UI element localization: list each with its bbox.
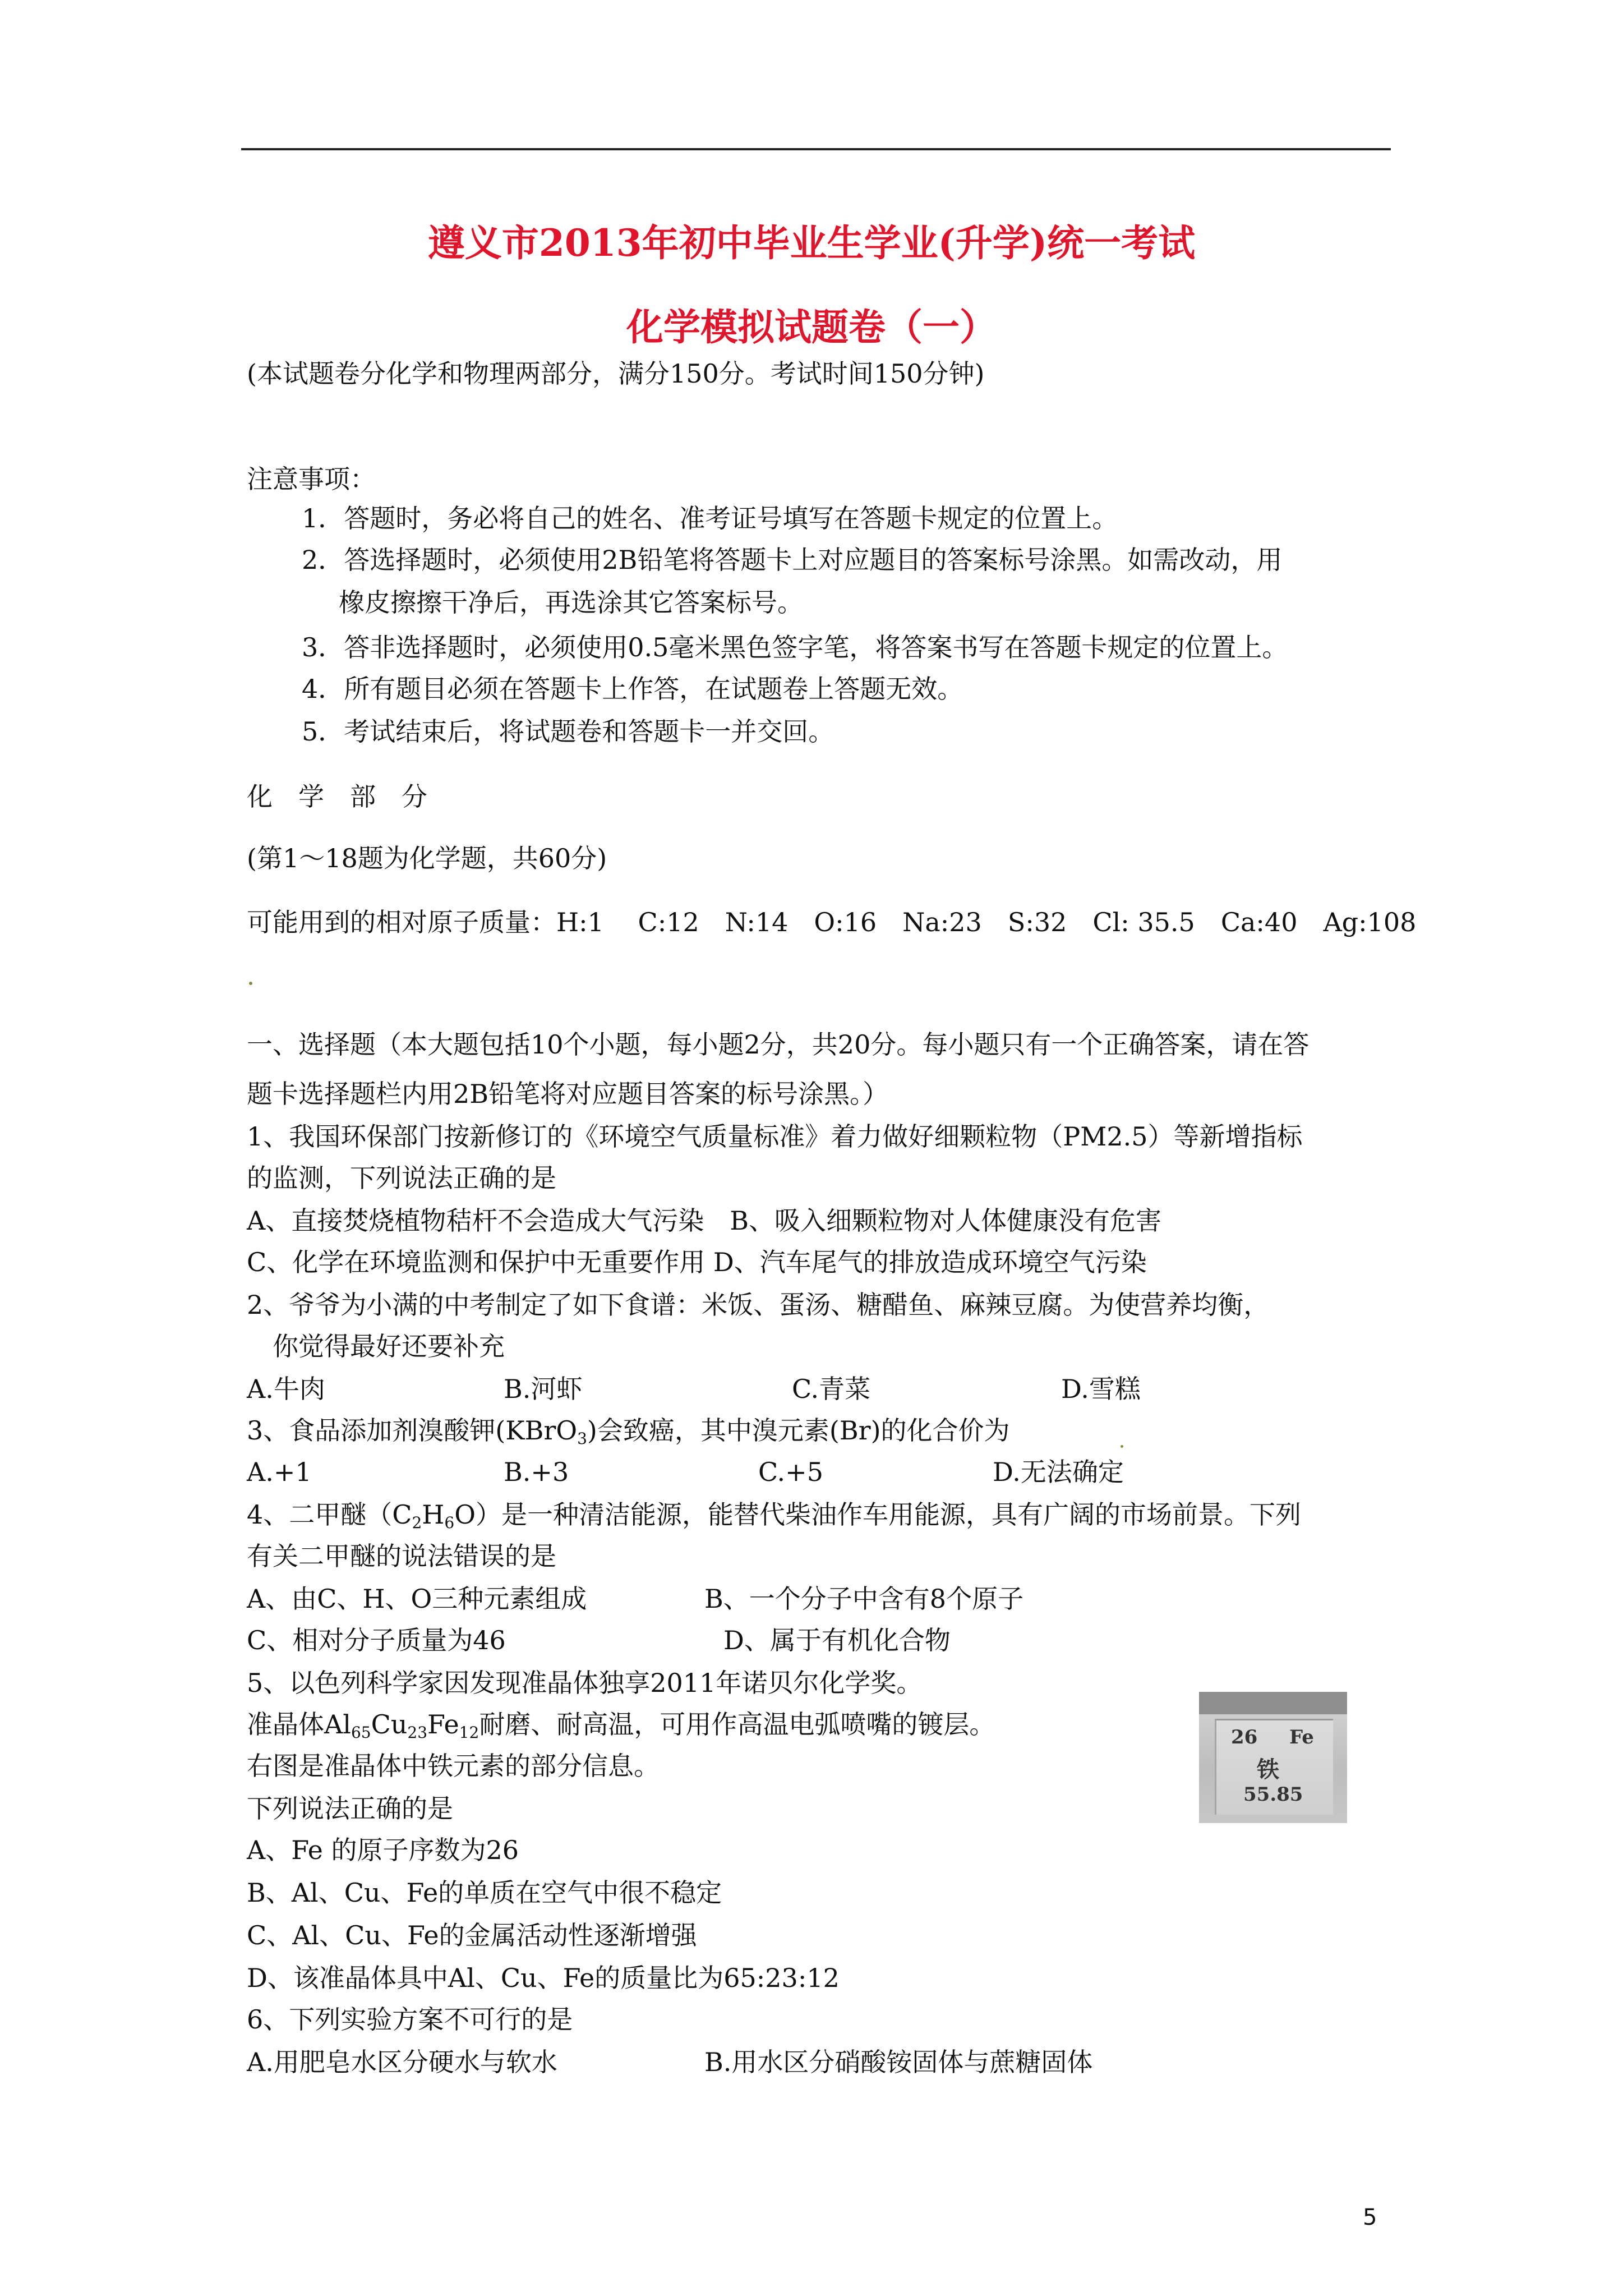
subscript: 6 — [444, 1513, 455, 1532]
stem-text: 准晶体Al — [247, 1709, 351, 1740]
tile-top-edge — [1199, 1692, 1347, 1714]
option-b: B.+3 — [504, 1457, 569, 1487]
exam-title: 遵义市2013年初中毕业生学业(升学)统一考试 — [427, 221, 1196, 265]
question-options: A、直接焚烧植物秸杆不会造成大气污染 B、吸入细颗粒物对人体健康没有危害 — [247, 1205, 1162, 1236]
option-c: C.+5 — [758, 1457, 823, 1487]
question-stem: 1、我国环保部门按新修订的《环境空气质量标准》着力做好细颗粒物（PM2.5）等新增指标 — [247, 1121, 1303, 1152]
option-c: C.青菜 — [792, 1374, 871, 1404]
note-item: 橡皮擦擦干净后，再选涂其它答案标号。 — [339, 587, 803, 618]
option-a: A.牛肉 — [247, 1374, 325, 1404]
section-title: 化 学 部 分 — [247, 781, 427, 812]
question-stem: 你觉得最好还要补充 — [273, 1331, 505, 1361]
question-stem: 的监测，下列说法正确的是 — [247, 1163, 556, 1193]
stem-text: 耐磨、耐高温，可用作高温电弧喷嘴的镀层。 — [479, 1709, 995, 1740]
option-d: D、该准晶体具中Al、Cu、Fe的质量比为65:23:12 — [247, 1963, 840, 1993]
option-a: A、由C、H、O三种元素组成 — [247, 1584, 587, 1614]
option-c: C、Al、Cu、Fe的金属活动性逐渐增强 — [247, 1920, 697, 1950]
stem-text: O）是一种清洁能源，能替代柴油作车用能源，具有广阔的市场前景。下列 — [454, 1499, 1301, 1530]
question-stem: 5、以色列科学家因发现准晶体独享2011年诺贝尔化学奖。 — [247, 1668, 923, 1698]
header-rule — [241, 148, 1391, 150]
question-stem: 有关二甲醚的说法错误的是 — [247, 1541, 556, 1571]
option-d: D.无法确定 — [993, 1457, 1124, 1487]
question-stem: 右图是准晶体中铁元素的部分信息。 — [247, 1751, 660, 1781]
intro-text: (本试题卷分化学和物理两部分，满分150分。考试时间150分钟) — [247, 358, 985, 389]
section-scope: (第1～18题为化学题，共60分) — [247, 843, 607, 873]
exam-subtitle: 化学模拟试题卷（一） — [626, 305, 997, 349]
subscript: 65 — [351, 1723, 371, 1742]
option-c: C、相对分子质量为46 — [247, 1625, 506, 1655]
question-stem — [247, 1415, 1010, 1455]
note-item: 1．答题时，务必将自己的姓名、准考证号填写在答题卡规定的位置上。 — [302, 503, 1118, 533]
question-stem: 6、下列实验方案不可行的是 — [247, 2004, 573, 2035]
subscript: 23 — [407, 1723, 428, 1742]
scan-speck — [249, 982, 252, 985]
stem-text: )会致癌，其中溴元素(Br)的化合价为 — [587, 1415, 1010, 1446]
notes-heading: 注意事项： — [247, 464, 376, 494]
subscript: 12 — [459, 1723, 479, 1742]
atomic-mass: 55.85 — [1243, 1783, 1303, 1806]
subscript: 3 — [577, 1429, 587, 1448]
option-b: B、Al、Cu、Fe的单质在空气中很不稳定 — [247, 1878, 722, 1908]
option-a: A、Fe 的原子序数为26 — [247, 1835, 519, 1865]
question-stem: 下列说法正确的是 — [247, 1793, 453, 1824]
part1-heading: 题卡选择题栏内用2B铅笔将对应题目答案的标号涂黑。） — [247, 1079, 889, 1109]
option-b: B.用水区分硝酸铵固体与蔗糖固体 — [704, 2047, 1093, 2077]
option-b: B、一个分子中含有8个原子 — [704, 1584, 1024, 1614]
element-name: 铁 — [1257, 1756, 1279, 1783]
scan-speck — [1121, 1445, 1123, 1448]
page-number: 5 — [1363, 2205, 1377, 2230]
part1-heading: 一、选择题（本大题包括10个小题，每小题2分，共20分。每小题只有一个正确答案，请在答 — [247, 1029, 1310, 1060]
element-symbol: Fe — [1289, 1726, 1314, 1749]
subscript: 2 — [412, 1513, 422, 1532]
note-item: 4．所有题目必须在答题卡上作答，在试题卷上答题无效。 — [302, 674, 963, 704]
option-b: B.河虾 — [504, 1374, 583, 1404]
iron-element-tile-image — [1199, 1692, 1347, 1823]
atomic-masses: 可能用到的相对原子质量：H:1 C:12 N:14 O:16 Na:23 S:32 Cl: 35.5 Ca:40 Ag:108 — [247, 907, 1417, 937]
tile-face — [1215, 1719, 1333, 1815]
option-d: D、属于有机化合物 — [723, 1625, 951, 1655]
question-stem — [247, 1709, 995, 1749]
option-a: A.用肥皂水区分硬水与软水 — [247, 2047, 557, 2077]
stem-text: 4、二甲醚（C — [247, 1499, 412, 1530]
option-a: A.+1 — [247, 1457, 312, 1487]
stem-text: H — [422, 1499, 445, 1530]
question-options: C、化学在环境监测和保护中无重要作用 D、汽车尾气的排放造成环境空气污染 — [247, 1247, 1147, 1277]
note-item: 2．答选择题时，必须使用2B铅笔将答题卡上对应题目的答案标号涂黑。如需改动，用 — [302, 545, 1283, 575]
atomic-number: 26 — [1231, 1726, 1258, 1749]
question-stem: 2、爷爷为小满的中考制定了如下食谱：米饭、蛋汤、糖醋鱼、麻辣豆腐。为使营养均衡， — [247, 1290, 1270, 1320]
stem-text: Fe — [427, 1709, 459, 1740]
note-item: 5．考试结束后，将试题卷和答题卡一并交回。 — [302, 716, 834, 747]
note-item: 3．答非选择题时，必须使用0.5毫米黑色签字笔，将答案书写在答题卡规定的位置上。 — [302, 632, 1288, 662]
stem-text: Cu — [371, 1709, 408, 1740]
question-stem — [247, 1499, 1301, 1539]
option-d: D.雪糕 — [1061, 1374, 1141, 1404]
stem-text: 3、食品添加剂溴酸钾(KBrO — [247, 1415, 578, 1446]
